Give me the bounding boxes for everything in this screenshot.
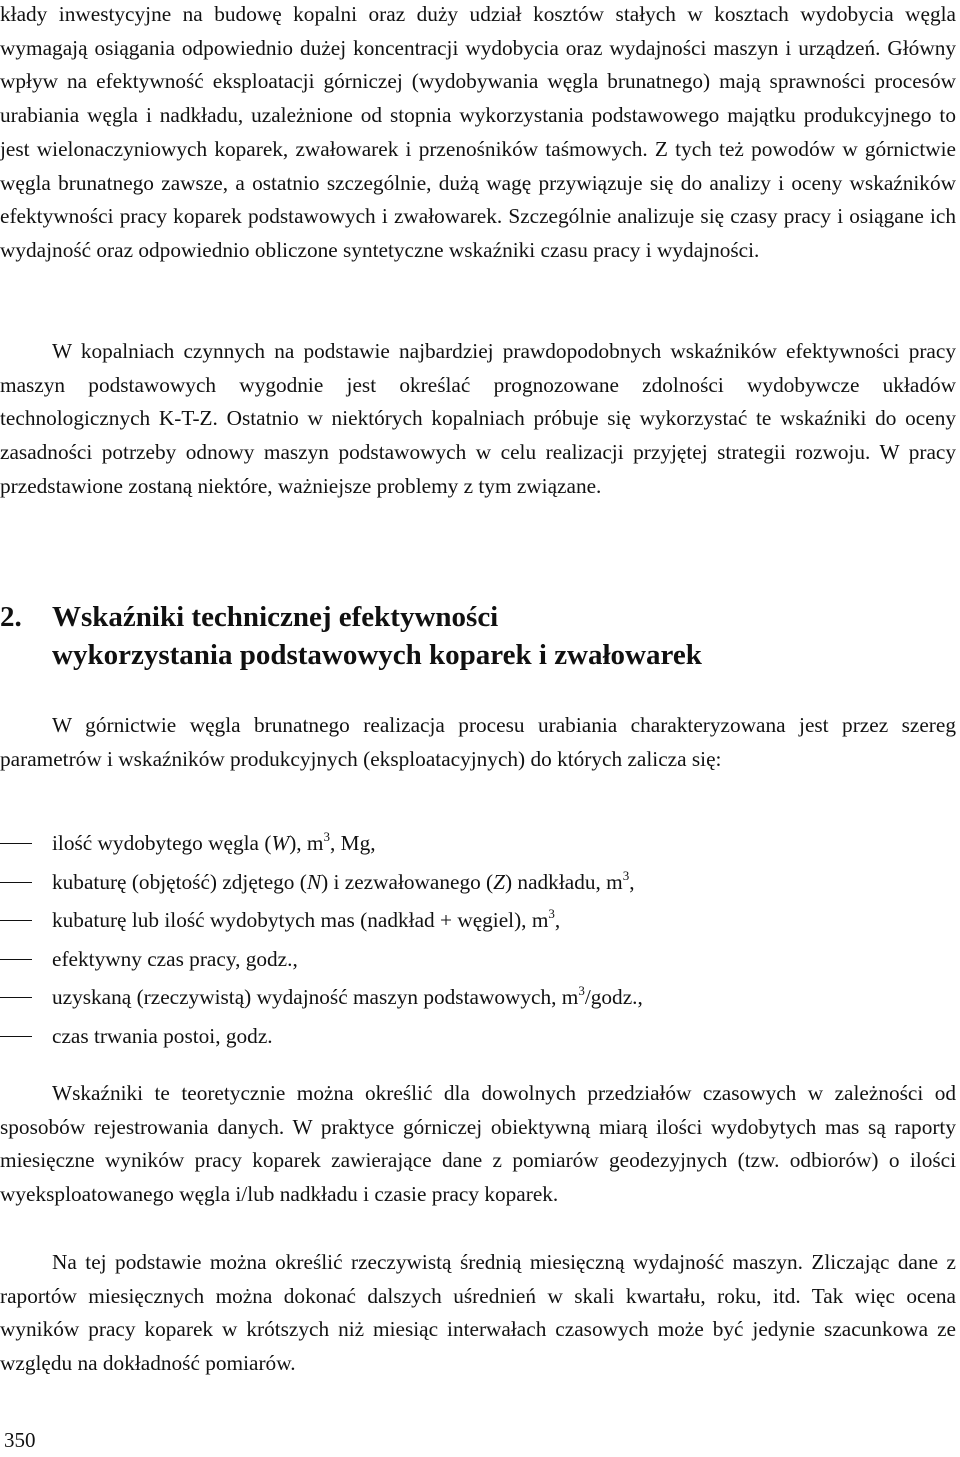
- dash-bullet: [0, 843, 32, 844]
- section-number: 2.: [0, 601, 22, 633]
- section-title-line2: wykorzystania podstawowych koparek i zwałowarek: [52, 639, 702, 671]
- list-item: efektywny czas pracy, godz.,: [0, 940, 956, 979]
- dash-bullet: [0, 959, 32, 960]
- dash-bullet: [0, 1036, 32, 1037]
- dash-bullet: [0, 920, 32, 921]
- section-title-line1: Wskaźniki technicznej efektywności: [52, 601, 499, 633]
- dash-bullet: [0, 997, 32, 998]
- section-heading: [0, 598, 956, 674]
- paragraph-kopalnie-czynne: W kopalniach czynnych na podstawie najbardziej prawdopodobnych wskaźników efektywności pracy maszyn podstawowych wygodnie jest określać prognozowane zdolności wydobywcze układów technologicznych K-T-Z. Ostatnio w niektórych kopalniach próbuje się wykorzystać te wskaźniki do oceny zasadności potrzeby odnowy maszyn podstawowych w celu realizacji przyjętej strategii rozwoju. W pracy przedstawione zostaną niektóre, ważniejsze problemy z tym związane.: [0, 339, 956, 498]
- parameters-list: [0, 824, 956, 1056]
- list-item: czas trwania postoi, godz.: [0, 1017, 956, 1056]
- dash-bullet: [0, 882, 32, 883]
- paragraph-na-tej-podstawie: Na tej podstawie można określić rzeczywistą średnią miesięczną wydajność maszyn. Zliczając dane z raportów miesięcznych można dokonać dalszych uśrednień w skali kwartału, roku, itd. Tak więc ocena wyników pracy koparek w krótszych niż miesiąc interwałach czasowych może być jedynie szacunkowa ze względu na dokładność pomiarów.: [0, 1250, 956, 1376]
- list-item: ilość wydobytego węgla (W), $m^3$, Mg,: [0, 824, 956, 863]
- paragraph-wskazniki-teoretycznie: Wskaźniki te teoretycznie można określić dla dowolnych przedziałów czasowych w zależności od sposobów rejestrowania danych. W praktyce górniczej obiektywną miarą ilości wydobytych mas są raporty miesięczne wyników pracy koparek zawierające dane z pomiarów geodezyjnych (tzw. odbiorów) o ilości wyeksploatowanego węgla i/lub nadkładu i czasie pracy koparek.: [0, 1081, 956, 1207]
- list-item: kubaturę (objętość) zdjętego (N) i zezwałowanego (Z) nadkładu, $m^3$,: [0, 863, 956, 902]
- paragraph-parameters-intro: W górnictwie węgla brunatnego realizacja procesu urabiania charakteryzowana jest przez szereg parametrów i wskaźników produkcyjnych (eksploatacyjnych) do których zalicza się:: [0, 713, 956, 771]
- page-number: 350: [4, 1428, 36, 1452]
- list-item: kubaturę lub ilość wydobytych mas (nadkład + węgiel), $m^3$,: [0, 901, 956, 940]
- paragraph-intro-continued: kłady inwestycyjne na budowę kopalni oraz duży udział kosztów stałych w kosztach wydobycia węgla wymagają osiągania odpowiednio dużej koncentracji wydobycia oraz wydajności maszyn i urządzeń. Główny wpływ na efektywność eksploatacji górniczej (wydobywania węgla brunatnego) mają sprawności procesów urabiania węgla i nadkładu, uzależnione od stopnia wykorzystania podstawowego majątku produkcyjnego to jest wielonaczyniowych koparek, zwałowarek i przenośników taśmowych. Z tych też powodów w górnictwie węgla brunatnego zawsze, a ostatnio szczególnie, dużą wagę przywiązuje się do analizy i oceny wskaźników efektywności pracy koparek podstawowych i zwałowarek. Szczególnie analizuje się czasy pracy i osiągane ich wydajność oraz odpowiednio obliczone syntetyczne wskaźniki czasu pracy i wydajności.: [0, 2, 956, 262]
- list-item: uzyskaną (rzeczywistą) wydajność maszyn podstawowych, $m^3$/godz.,: [0, 978, 956, 1017]
